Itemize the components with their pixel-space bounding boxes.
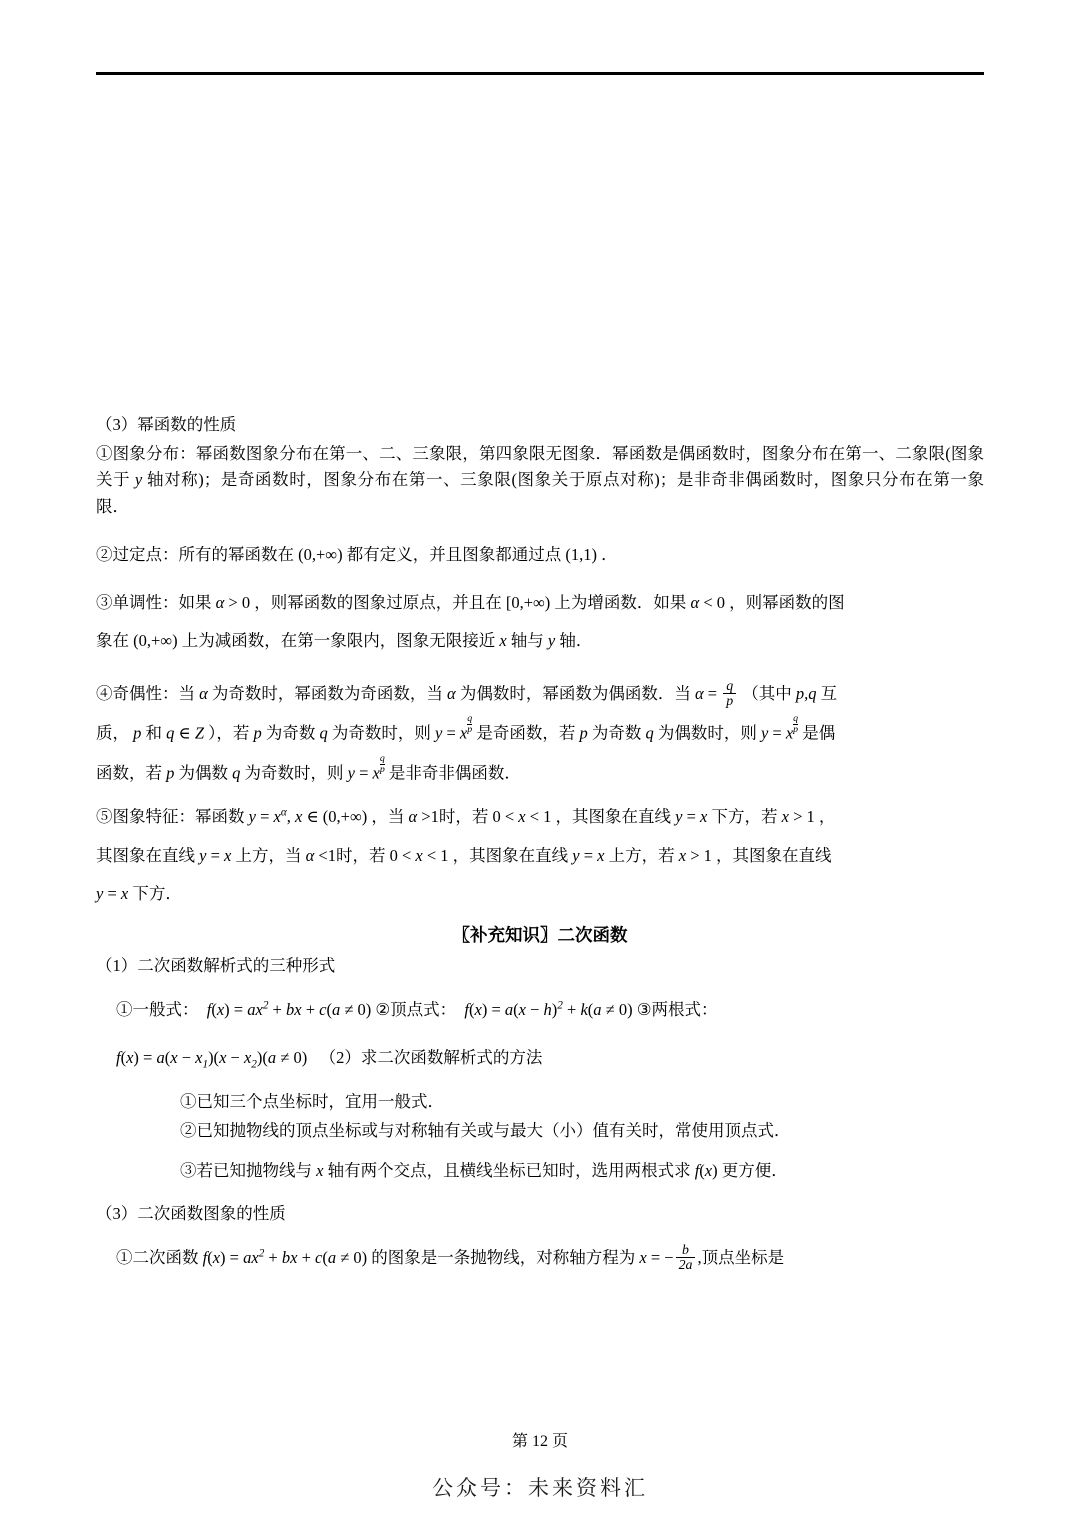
method-item-1: ①已知三个点坐标时，宜用一般式．	[180, 1092, 444, 1112]
property-item-1: ①图象分布：幂函数图象分布在第一、二、三象限，第四象限无图象．幂函数是偶函数时，图象分布在第一、二象限(图象关于 y 轴对称)；是奇函数时，图象分布在第一、三象限(图象关于原点对称)；是非奇非偶函数时，图象只分布在第一象限．	[96, 443, 985, 517]
supplement-part2-heading: （2）求二次函数解析式的方法	[319, 1048, 543, 1068]
page-content	[96, 412, 984, 1278]
property-item-4-cont-2: 函数，若 p 为偶数 q 为奇数时，则 y = x $\frac{q}{p}$ 是非奇非偶函数．	[96, 752, 521, 783]
property-item-4-cont-1: 质， p 和 q ∈ Z ），若 p 为奇数 q 为奇数时，则 y = x $\frac{q}{p}$ 是奇函数，若 p 为奇数 q 为偶数时，则 y = x $\frac{q}{p}$ 是偶	[96, 713, 836, 743]
supplement-part1-heading: （1）二次函数解析式的三种形式	[96, 956, 336, 976]
property-item-5: ⑤图象特征：幂函数 $y = x^\alpha$, x ∈ (0,+∞) ，当 α >1时，若 0 < x < 1 ，其图象在直线 y = x 下方，若 x > 1 ，	[96, 806, 836, 827]
property-item-5-cont-1: 其图象在直线 y = x 上方，当 α <1时，若 0 < x < 1 ，其图象在直线 y = x 上方，若 x > 1 ，其图象在直线	[96, 845, 832, 865]
section-heading-power-properties: （3）幂函数的性质	[96, 415, 237, 434]
property-item-2: ②过定点：所有的幂函数在 (0,+∞) 都有定义，并且图象都通过点 (1,1) ．	[96, 544, 618, 564]
supplement-title: 〖补充知识〗二次函数	[452, 925, 628, 946]
property-item-5-cont-2: y = x 下方．	[96, 884, 182, 904]
supplement-part3-heading: （3）二次函数图象的性质	[96, 1204, 286, 1224]
quadratic-graph-property-1: ①二次函数 $f(x) = ax^2$ + bx + c(a ≠ 0) 的图象是一条抛物线，对称轴方程为 x = − $\frac{b}{2a}$ ,顶点坐标是	[116, 1241, 785, 1273]
property-item-4: ④奇偶性：当 α 为奇数时，幂函数为奇函数，当 α 为偶数时，幂函数为偶函数．当 α = $\frac{q}{p}$ （其中 p,q 互	[96, 677, 838, 709]
quadratic-forms-line-1: ①一般式： $f(x) = ax^2$ + bx + c(a ≠ 0) ②顶点式： $f(x) = a(x - h)^2 + k(a \ne 0)$ ③两根式：	[116, 999, 718, 1020]
property-item-3-cont: 象在 (0,+∞) 上为减函数，在第一象限内，图象无限接近 x 轴与 y 轴．	[96, 631, 593, 651]
property-item-3: ③单调性：如果 α > 0 ，则幂函数的图象过原点，并且在 [0,+∞) 上为增函数．如果 α < 0 ，则幂函数的图	[96, 593, 845, 613]
footer-brand: 公众号：未来资料汇	[432, 1476, 648, 1500]
header-rule	[96, 72, 984, 75]
page-number: 第 12 页	[511, 1433, 568, 1450]
quadratic-forms-line-2: $f(x) = a(x - x_1)(x - x_2)(a \ne 0)$ （2）求二次函数解析式的方法	[116, 1048, 543, 1071]
method-item-3: ③若已知抛物线与 x 轴有两个交点，且横线坐标已知时，选用两根式求 f(x) 更方便．	[180, 1160, 788, 1180]
method-item-2: ②已知抛物线的顶点坐标或与对称轴有关或与最大（小）值有关时，常使用顶点式．	[180, 1121, 791, 1141]
